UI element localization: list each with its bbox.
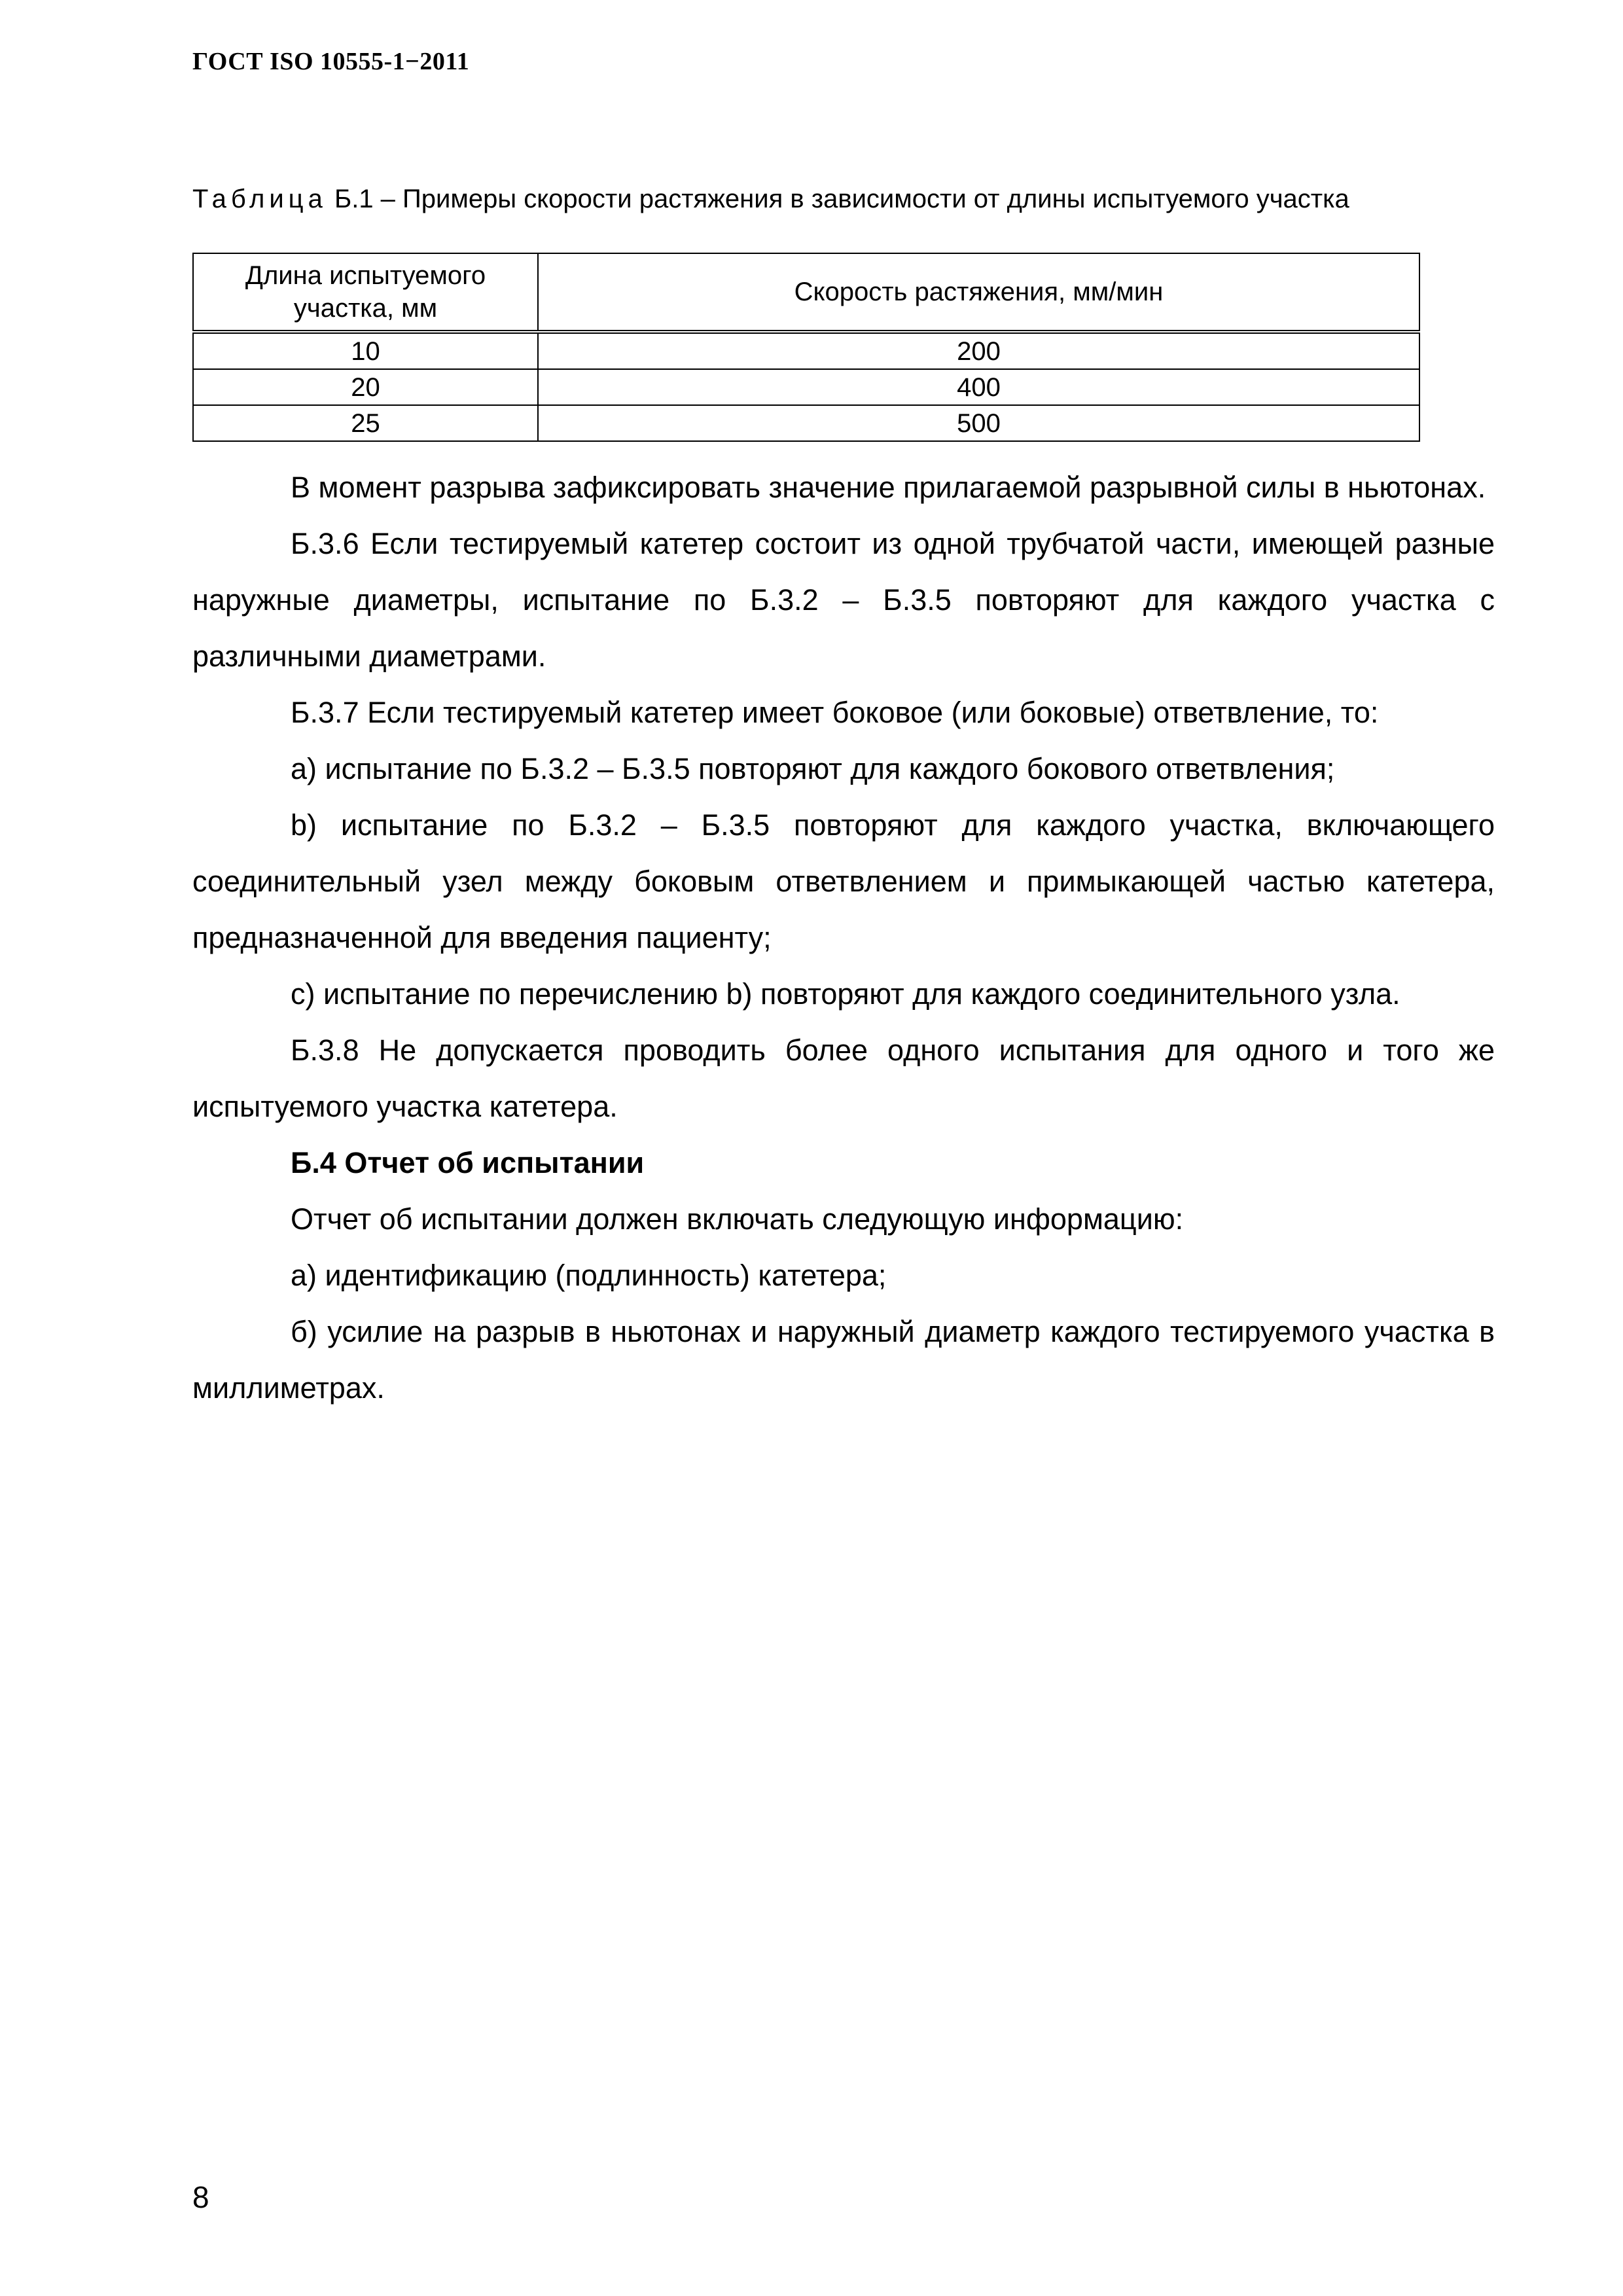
speed-table bbox=[192, 253, 1420, 442]
table-row bbox=[193, 332, 1419, 369]
table-caption-label: Таблица bbox=[192, 185, 327, 213]
list-item-report-b: б) усилие на разрыв в ньютонах и наружный диаметр каждого тестируемого участка в миллиметрах. bbox=[192, 1315, 1495, 1405]
table-caption-text: Б.1 – Примеры скорости растяжения в зависимости от длины испытуемого участка bbox=[327, 185, 1349, 213]
list-item-report-a: а) идентификацию (подлинность) катетера; bbox=[291, 1259, 887, 1292]
paragraph-b38: Б.3.8 Не допускается проводить более одного испытания для одного и того же испытуемого участка катетера. bbox=[192, 1033, 1495, 1123]
table-cell-length: 20 bbox=[193, 369, 538, 405]
table-cell-length: 10 bbox=[193, 332, 538, 369]
paragraph-b37: Б.3.7 Если тестируемый катетер имеет боковое (или боковые) ответвление, то: bbox=[291, 696, 1379, 729]
table-cell-speed: 400 bbox=[538, 369, 1419, 405]
list-item-b37-b: b) испытание по Б.3.2 – Б.3.5 повторяют для каждого участка, включающего соединительный узел между боковым ответвлением и примыкающей частью катетера, предназначенной для введения пациенту; bbox=[192, 808, 1495, 954]
body-text bbox=[192, 459, 1495, 1416]
paragraph-report-intro: Отчет об испытании должен включать следующую информацию: bbox=[291, 1202, 1184, 1236]
table-cell-length: 25 bbox=[193, 405, 538, 441]
page-number: 8 bbox=[192, 2180, 209, 2214]
column-header-speed: Скорость растяжения, мм/мин bbox=[538, 253, 1419, 332]
standard-header: ГОСТ ISO 10555-1−2011 bbox=[192, 48, 470, 75]
table-cell-speed: 500 bbox=[538, 405, 1419, 441]
table-cell-speed: 200 bbox=[538, 332, 1419, 369]
table-row bbox=[193, 405, 1419, 441]
list-item-b37-a: а) испытание по Б.3.2 – Б.3.5 повторяют для каждого бокового ответвления; bbox=[291, 752, 1335, 785]
table-header-row bbox=[193, 253, 1419, 332]
paragraph-break-force: В момент разрыва зафиксировать значение прилагаемой разрывной силы в ньютонах. bbox=[291, 471, 1486, 504]
section-heading-b4: Б.4 Отчет об испытании bbox=[291, 1146, 645, 1179]
table-row bbox=[193, 369, 1419, 405]
column-header-length: Длина испытуемого участка, мм bbox=[193, 253, 538, 332]
table-caption bbox=[192, 182, 1442, 216]
paragraph-b36: Б.3.6 Если тестируемый катетер состоит из одной трубчатой части, имеющей разные наружные диаметры, испытание по Б.3.2 – Б.3.5 повторяют для каждого участка с различными диаметрами. bbox=[192, 527, 1495, 673]
list-item-b37-c: с) испытание по перечислению b) повторяют для каждого соединительного узла. bbox=[291, 977, 1400, 1011]
